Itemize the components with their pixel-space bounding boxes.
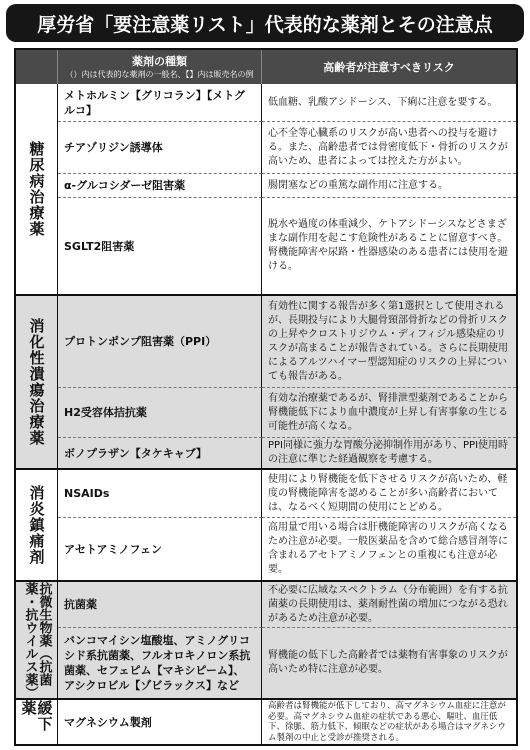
drug-thiazolidine: チアゾリジン誘導体 <box>58 122 262 174</box>
header-drug-note: （）内は代表的な薬剤の一般名、【】内は販売名の例 <box>65 69 254 79</box>
header-drug-type <box>58 50 262 84</box>
drug-alpha-glucosidase: α-グルコシダーゼ阻害薬 <box>58 174 262 198</box>
risk-antibiotics: 不必要に広域なスペクトラム（分布範囲）を有する抗菌薬の長期使用は、薬剤耐性菌の増加につながる恐れがあるため注意が必要。 <box>262 582 516 628</box>
category-analgesic <box>16 470 58 582</box>
category-antimicrobial <box>16 582 58 700</box>
category-peptic-ulcer <box>16 296 58 470</box>
drug-table <box>14 48 518 746</box>
drug-nsaids: NSAIDs <box>58 470 262 518</box>
header-risk: 高齢者が注意すべきリスク <box>262 50 516 84</box>
page-title: 厚労省「要注意薬リスト」代表的な薬剤とその注意点 <box>37 13 493 36</box>
drug-acetaminophen: アセトアミノフェン <box>58 518 262 582</box>
header-drug-type-label: 薬剤の種類 <box>132 54 187 68</box>
category-label: 緩下薬 <box>19 700 54 732</box>
risk-ppi: 有効性に関する報告が多く第1選択として使用されるが、長期投与により大腿骨頸部骨折などの骨折リスクの上昇やクロストリジウム・ディフィジル感染症のリスクが高まることが報告されている。さらに長期使用によるアルツハイマー型認知症のリスクの上昇についても報告がある。 <box>262 296 516 388</box>
risk-magnesium: 高齢者は腎機能が低下しており、高マグネシウム血症に注意が必要。高マグネシウム血症の症状である悪心、嘔吐、血圧低下、徐脈、筋力低下、傾眠などの症状がある場合はマグネシウム製剤の中止と受診が推奨される。 <box>268 701 506 743</box>
risk-metformin: 低血糖、乳酸アシドーシス、下痢に注意を要する。 <box>262 84 516 122</box>
drug-magnesium: マグネシウム製剤 <box>58 700 262 744</box>
risk-sglt2: 脱水や過度の体重減少、ケトアシドーシスなどさまざまな副作用を起こす危険性があることに留意すべき。腎機能障害や尿路・性器感染のある患者には使用を避ける。 <box>262 198 516 296</box>
risk-nsaids: 使用により腎機能を低下させるリスクが高いため、軽度の腎機能障害を認めることが多い高齢者においては、なるべく短期間の使用にとどめる。 <box>262 470 516 518</box>
title-bar <box>6 4 524 42</box>
category-laxative <box>16 700 58 744</box>
category-label: 消化性潰瘍治療薬 <box>27 318 46 446</box>
risk-vonoprazan: PPI同様に強力な胃酸分泌抑制作用があり、PPI使用時の注意に準じた経過観察を考慮する。 <box>262 438 516 470</box>
risk-h2-blocker: 有効な治療薬であるが、腎排泄型薬剤であることから腎機能低下により血中濃度が上昇し有害事象の生じる可能性が高くなる。 <box>262 388 516 438</box>
risk-vancomycin-etc: 腎機能の低下した高齢者では薬物有害事象のリスクが高いため特に注意が必要。 <box>262 628 516 700</box>
header-category-cell <box>16 50 58 84</box>
drug-vonoprazan: ボノプラザン【タケキャブ】 <box>58 438 262 470</box>
category-diabetes <box>16 84 58 296</box>
risk-alpha-glucosidase: 腸閉塞などの重篤な副作用に注意する。 <box>262 174 516 198</box>
category-label: 消炎鎮痛剤 <box>27 485 46 565</box>
drug-sglt2: SGLT2阻害薬 <box>58 198 262 296</box>
drug-h2-blocker: H2受容体拮抗薬 <box>58 388 262 438</box>
drug-ppi: プロトンポンプ阻害薬（PPI） <box>58 296 262 388</box>
category-label: 抗微生物薬（抗菌薬・抗ウイルス薬） <box>22 582 52 699</box>
risk-thiazolidine: 心不全等心臓系のリスクが高い患者への投与を避ける。また、高齢患者では骨密度低下・骨折のリスクが高いため、患者によっては控えた方がよい。 <box>262 122 516 174</box>
drug-antibiotics: 抗菌薬 <box>58 582 262 628</box>
risk-acetaminophen: 高用量で用いる場合は肝機能障害のリスクが高くなるため注意が必要。一般医薬品を含めて総合感冒剤等に含まれるアセトアミノフェンとの重複にも注意が必要。 <box>262 518 516 582</box>
category-label: 糖尿病治療薬 <box>27 141 46 237</box>
drug-metformin: メトホルミン【グリコラン】【メトグルコ】 <box>58 84 262 122</box>
drug-vancomycin-etc: バンコマイシン塩酸塩、アミノグリコシド系抗菌薬、フルオロキノロン系抗菌薬、セフェピム【マキシピーム】、アシクロビル【ゾビラックス】など <box>58 628 262 700</box>
